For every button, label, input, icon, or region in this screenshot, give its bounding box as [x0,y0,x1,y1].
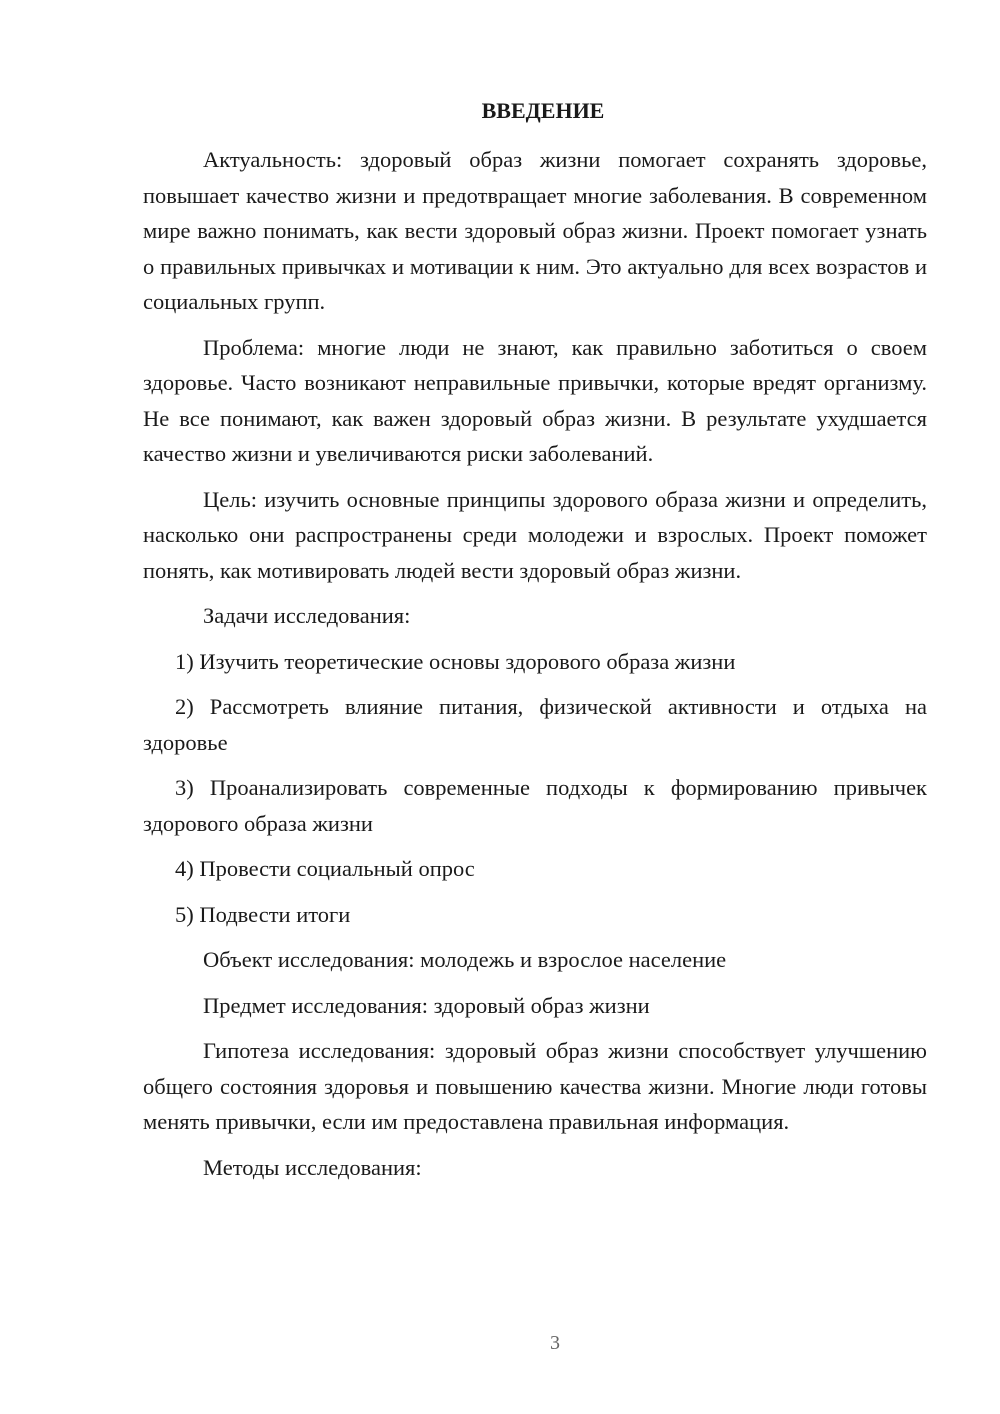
relevance-paragraph: Актуальность: здоровый образ жизни помогает сохранять здоровье, повышает качество жизни и предотвращает многие заболевания. В современном мире важно понимать, как вести здоровый образ жизни. Проект помогает узнать о правильных привычках и мотивации к ним. Это актуально для всех возрастов и социальных групп. [143,147,927,314]
task-item-2: 2) Рассмотреть влияние питания, физической активности и отдыха на здоровье [143,694,927,755]
problem-paragraph: Проблема: многие люди не знают, как правильно заботиться о своем здоровье. Часто возникают неправильные привычки, которые вредят организму. Не все понимают, как важен здоровый образ жизни. В результате ухудшается качество жизни и увеличиваются риски заболеваний. [143,334,927,466]
research-subject: Предмет исследования: здоровый образ жизни [203,992,650,1018]
task-item-5: 5) Подвести итоги [175,901,351,927]
task-item-3: 3) Проанализировать современные подходы к формированию привычек здорового образа жизни [143,775,927,836]
document-body [143,142,927,1195]
task-item-4: 4) Провести социальный опрос [175,856,475,881]
task-item-1: 1) Изучить теоретические основы здорового образа жизни [175,648,736,674]
document-page [143,0,927,1414]
section-title: ВВЕДЕНИЕ [481,98,605,123]
page-number: 3 [550,1332,560,1354]
research-methods-heading: Методы исследования: [203,1154,422,1180]
goal-paragraph: Цель: изучить основные принципы здорового образа жизни и определить, насколько они распространены среди молодежи и взрослых. Проект поможет понять, как мотивировать людей вести здоровый образ жизни. [143,486,927,583]
research-hypothesis: Гипотеза исследования: здоровый образ жизни способствует улучшению общего состояния здоровья и повышению качества жизни. Многие люди готовы менять привычки, если им предоставлена правильная информация. [143,1038,927,1134]
tasks-heading: Задачи исследования: [203,603,411,628]
research-object: Объект исследования: молодежь и взрослое население [203,947,727,972]
